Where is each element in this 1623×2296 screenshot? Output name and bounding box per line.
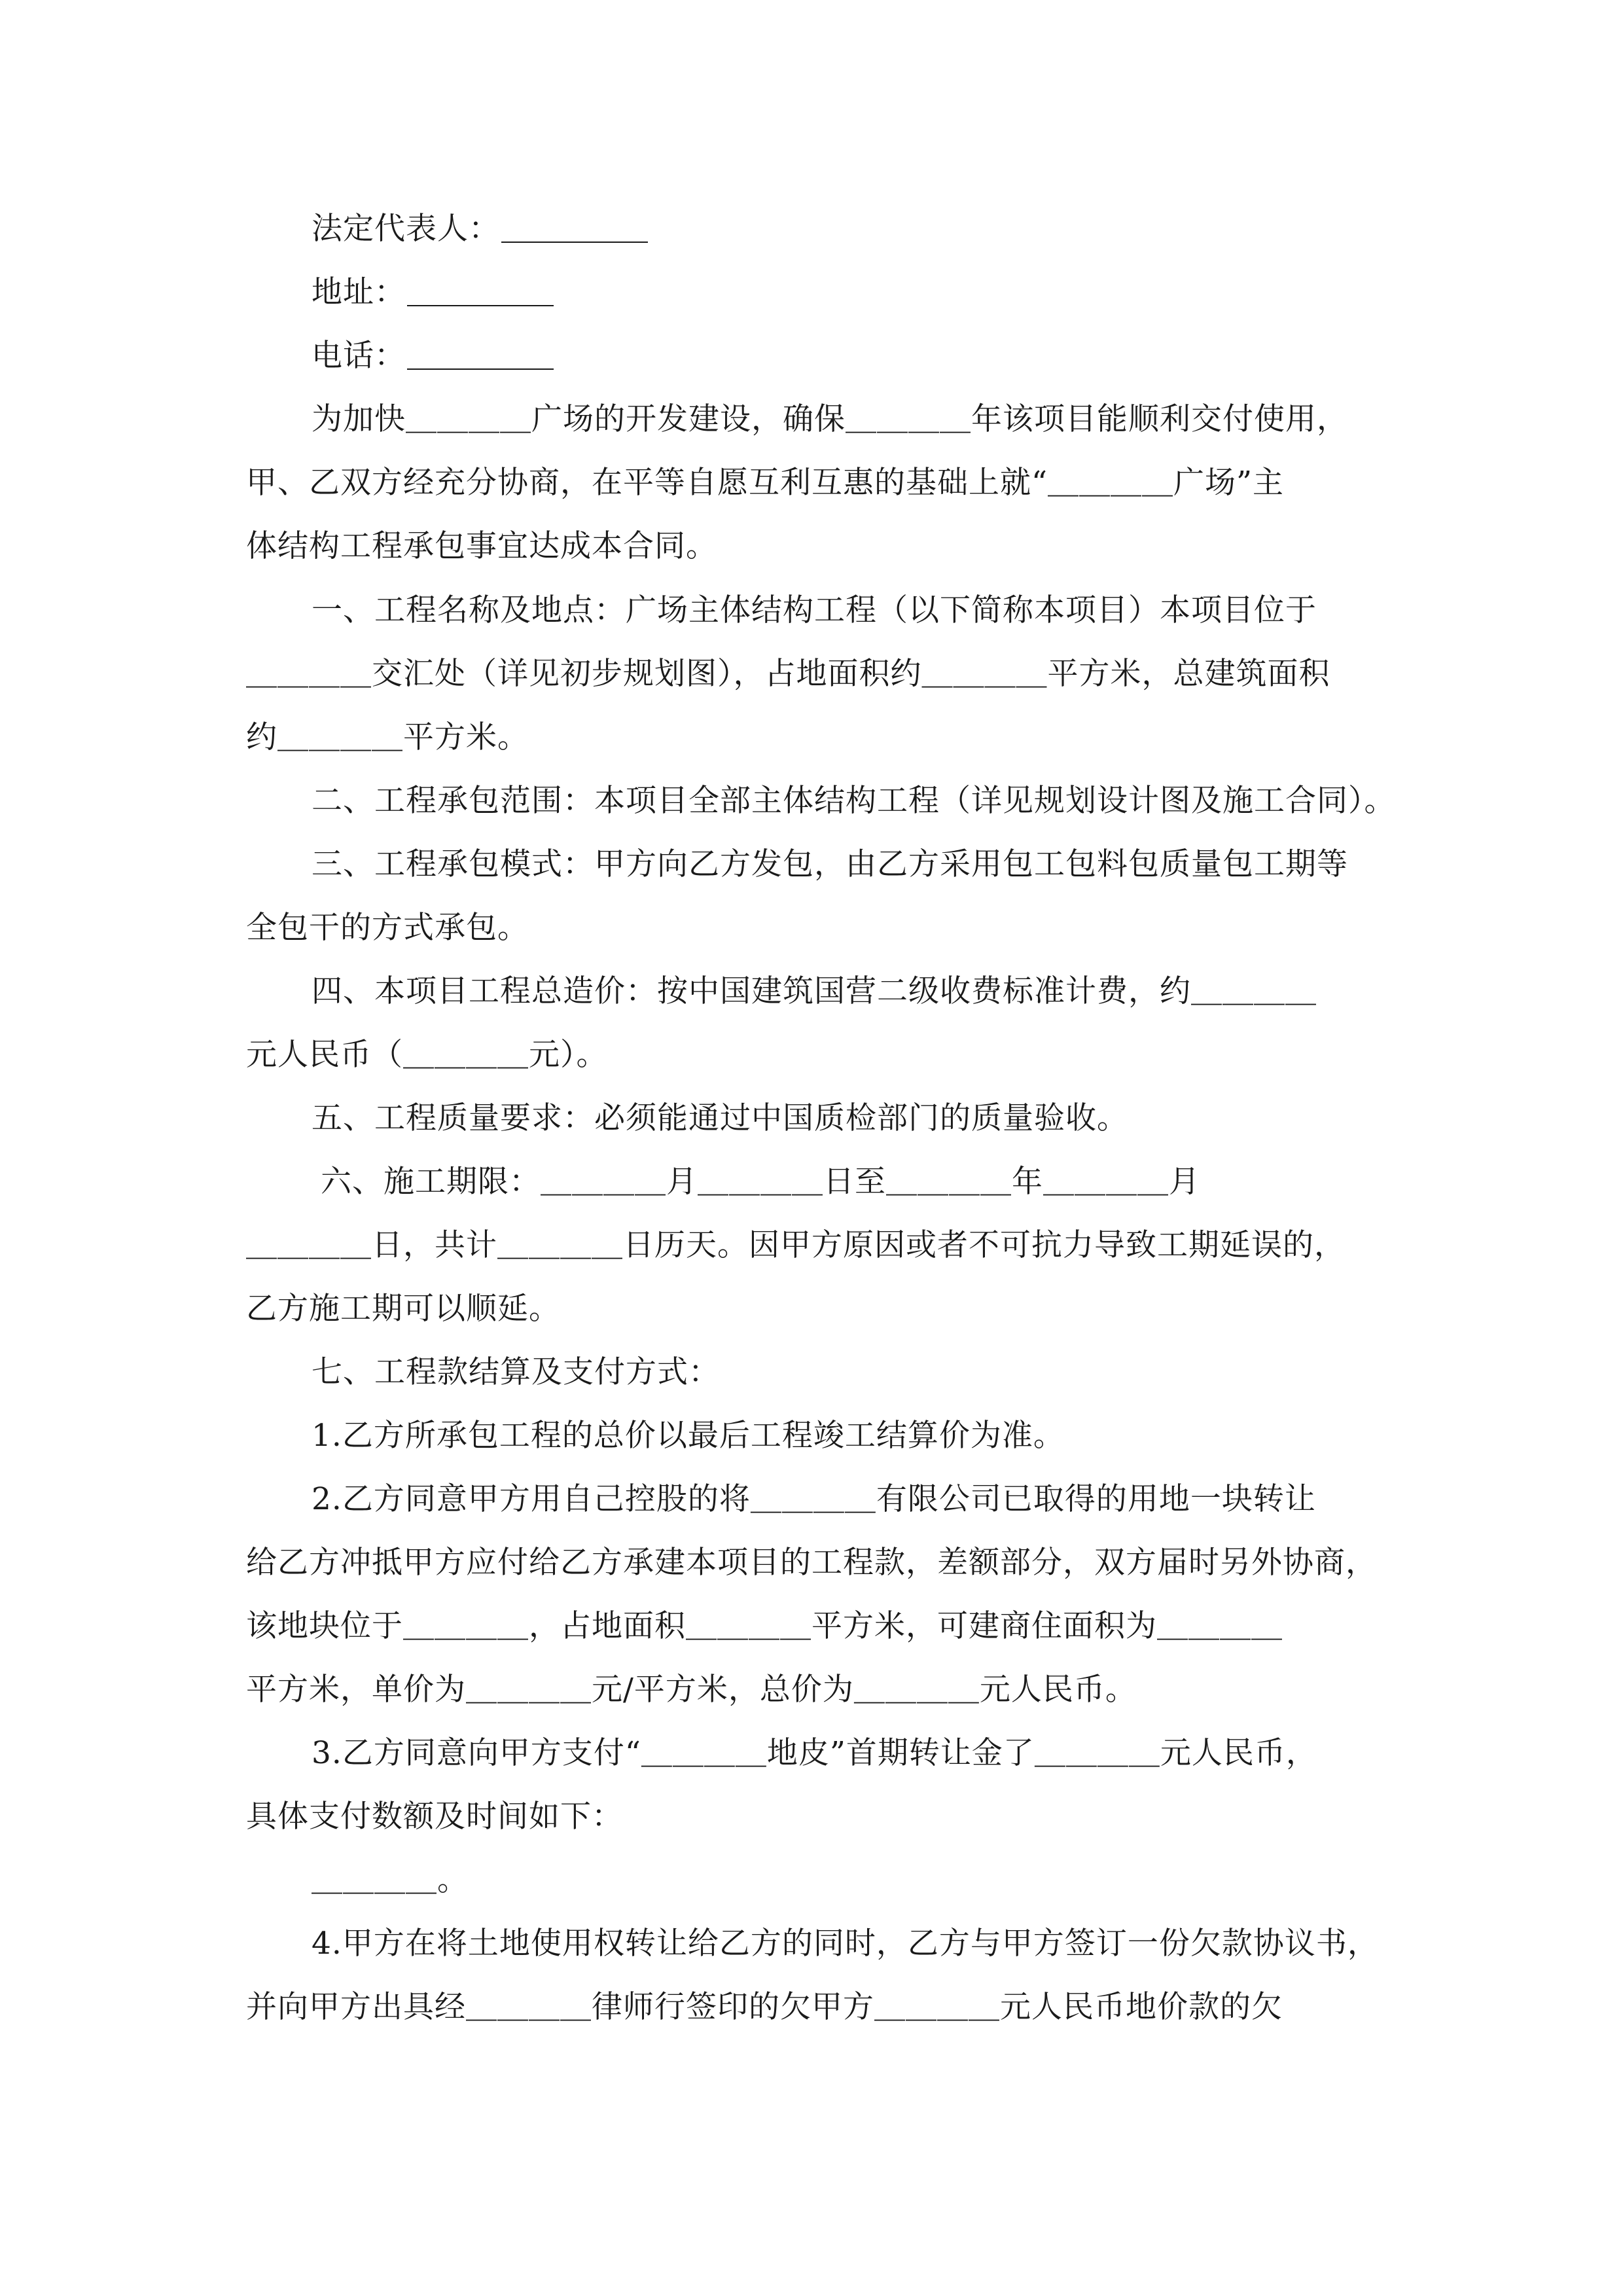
doc-line xyxy=(312,270,555,315)
doc-line: 该地块位于＿＿＿＿，占地面积＿＿＿＿平方米，可建商住面积为＿＿＿＿ xyxy=(246,1608,1283,1644)
doc-line: 体结构工程承包事宜达成本合同。 xyxy=(246,528,717,564)
doc-line: 具体支付数额及时间如下： xyxy=(246,1799,623,1835)
doc-line: 2.乙方同意甲方用自己控股的将＿＿＿＿有限公司已取得的用地一块转让 xyxy=(312,1481,1316,1517)
doc-line-text: 地址： xyxy=(312,274,406,310)
doc-line: 给乙方冲抵甲方应付给乙方承建本项目的工程款，差额部分，双方届时另外协商， xyxy=(246,1545,1377,1581)
doc-line: 四、本项目工程总造价：按中国建筑国营二级收费标准计费，约＿＿＿＿ xyxy=(312,973,1317,1009)
doc-line: 1.乙方所承包工程的总价以最后工程竣工结算价为准。 xyxy=(312,1418,1065,1454)
doc-line: ＿＿＿＿。 xyxy=(312,1862,469,1898)
doc-line: 乙方施工期可以顺延。 xyxy=(246,1291,560,1327)
doc-line: 4.甲方在将土地使用权转让给乙方的同时，乙方与甲方签订一份欠款协议书， xyxy=(312,1926,1379,1962)
fill-blank xyxy=(407,338,554,370)
fill-blank xyxy=(407,275,554,306)
doc-line: ＿＿＿＿交汇处（详见初步规划图），占地面积约＿＿＿＿平方米，总建筑面积 xyxy=(246,656,1330,692)
doc-line xyxy=(312,206,649,252)
doc-line: 全包干的方式承包。 xyxy=(246,910,529,946)
doc-line: 五、工程质量要求：必须能通过中国质检部门的质量验收。 xyxy=(312,1100,1128,1136)
doc-line: 七、工程款结算及支付方式： xyxy=(312,1354,720,1390)
doc-line: 甲、乙双方经充分协商，在平等自愿互利互惠的基础上就“＿＿＿＿广场”主 xyxy=(246,465,1285,501)
doc-line: 六、施工期限：＿＿＿＿月＿＿＿＿日至＿＿＿＿年＿＿＿＿月 xyxy=(321,1164,1200,1200)
doc-line: 元人民币（＿＿＿＿元）。 xyxy=(246,1037,608,1073)
doc-line: 为加快＿＿＿＿广场的开发建设，确保＿＿＿＿年该项目能顺利交付使用， xyxy=(312,401,1348,437)
doc-line: 并向甲方出具经＿＿＿＿律师行签印的欠甲方＿＿＿＿元人民币地价款的欠 xyxy=(246,1989,1283,2025)
doc-line xyxy=(312,333,555,379)
doc-line: 一、工程名称及地点：广场主体结构工程（以下简称本项目）本项目位于 xyxy=(312,592,1317,628)
doc-line: ＿＿＿＿日，共计＿＿＿＿日历天。因甲方原因或者不可抗力导致工期延误的， xyxy=(246,1227,1346,1263)
doc-line-text: 电话： xyxy=(312,338,406,374)
doc-line: 三、工程承包模式：甲方向乙方发包，由乙方采用包工包料包质量包工期等 xyxy=(312,846,1348,882)
doc-line: 平方米，单价为＿＿＿＿元/平方米，总价为＿＿＿＿元人民币。 xyxy=(246,1672,1137,1708)
doc-line-text: 法定代表人： xyxy=(312,211,500,247)
fill-blank xyxy=(501,211,648,243)
doc-line: 3.乙方同意向甲方支付“＿＿＿＿地皮”首期转让金了＿＿＿＿元人民币， xyxy=(312,1735,1317,1771)
doc-line: 约＿＿＿＿平方米。 xyxy=(246,719,529,755)
doc-line: 二、工程承包范围：本项目全部主体结构工程（详见规划设计图及施工合同）。 xyxy=(312,783,1396,819)
